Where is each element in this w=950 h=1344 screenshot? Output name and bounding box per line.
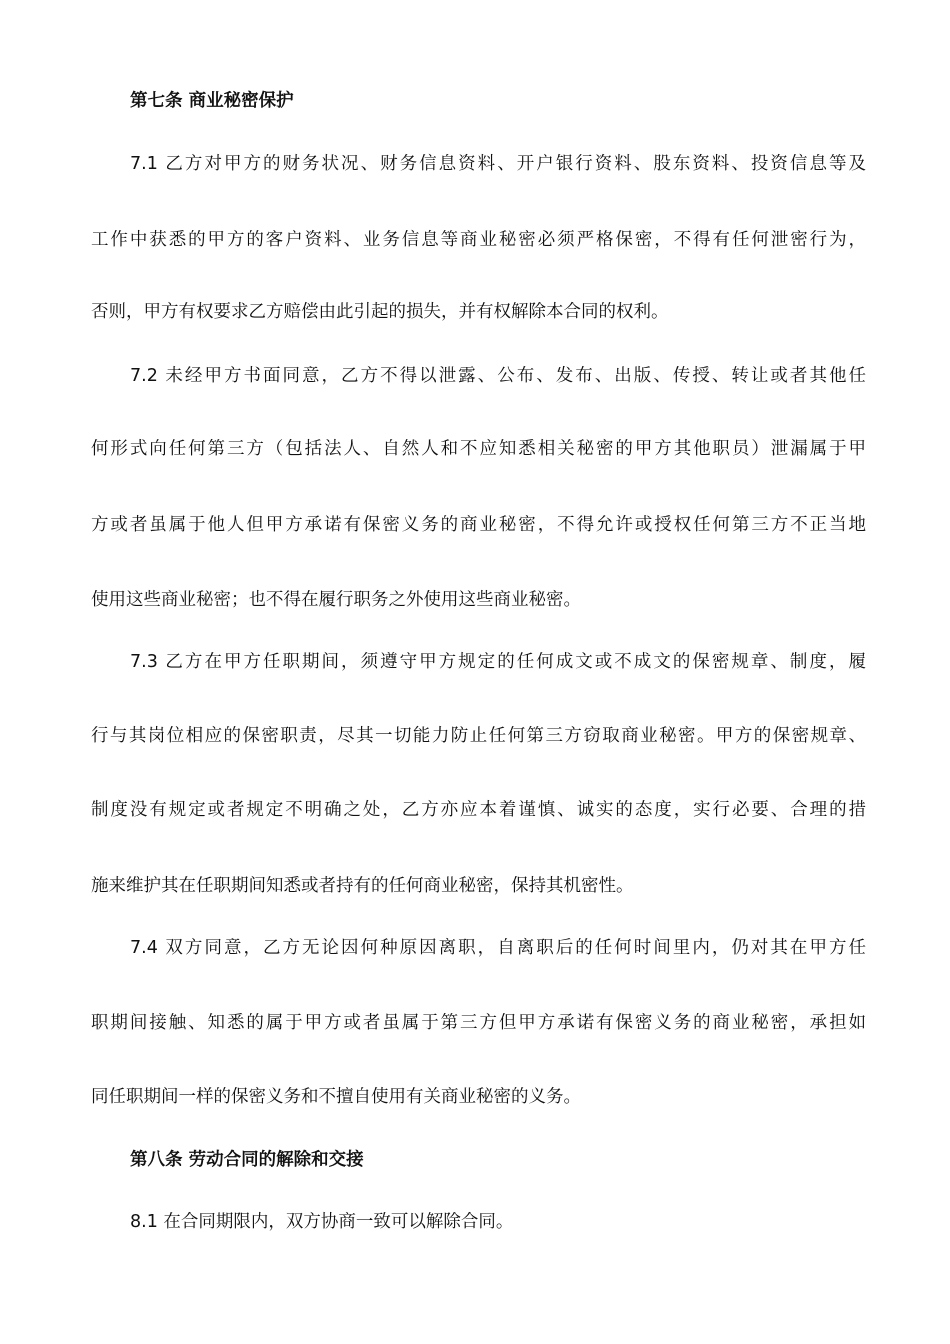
paragraph-line: 施来维护其在任职期间知悉或者持有的任何商业秘密，保持其机密性。 [91,876,634,896]
paragraph-line: 使用这些商业秘密；也不得在履行职务之外使用这些商业秘密。 [91,590,581,610]
paragraph-line: 7.3 乙方在甲方任职期间，须遵守甲方规定的任何成文或不成文的保密规章、制度，履 [130,652,866,672]
section-heading: 第七条 商业秘密保护 [130,91,294,111]
paragraph-line: 制度没有规定或者规定不明确之处，乙方亦应本着谨慎、诚实的态度，实行必要、合理的措 [91,800,866,820]
paragraph-line: 职期间接触、知悉的属于甲方或者虽属于第三方但甲方承诺有保密义务的商业秘密，承担如 [91,1013,866,1033]
paragraph-line: 工作中获悉的甲方的客户资料、业务信息等商业秘密必须严格保密，不得有任何泄密行为， [91,230,866,250]
paragraph-line: 8.1 在合同期限内，双方协商一致可以解除合同。 [130,1212,514,1232]
section-heading: 第八条 劳动合同的解除和交接 [130,1150,364,1170]
paragraph-line: 7.1 乙方对甲方的财务状况、财务信息资料、开户银行资料、股东资料、投资信息等及 [130,154,866,174]
paragraph-line: 同任职期间一样的保密义务和不擅自使用有关商业秘密的义务。 [91,1087,581,1107]
paragraph-line: 行与其岗位相应的保密职责，尽其一切能力防止任何第三方窃取商业秘密。甲方的保密规章、 [91,726,866,746]
paragraph-line: 7.2 未经甲方书面同意，乙方不得以泄露、公布、发布、出版、传授、转让或者其他任 [130,366,866,386]
paragraph-line: 何形式向任何第三方（包括法人、自然人和不应知悉相关秘密的甲方其他职员）泄漏属于甲 [91,439,866,459]
paragraph-line: 方或者虽属于他人但甲方承诺有保密义务的商业秘密，不得允许或授权任何第三方不正当地 [91,515,866,535]
paragraph-line: 否则，甲方有权要求乙方赔偿由此引起的损失，并有权解除本合同的权利。 [91,302,669,322]
paragraph-line: 7.4 双方同意，乙方无论因何种原因离职，自离职后的任何时间里内，仍对其在甲方任 [130,938,866,958]
